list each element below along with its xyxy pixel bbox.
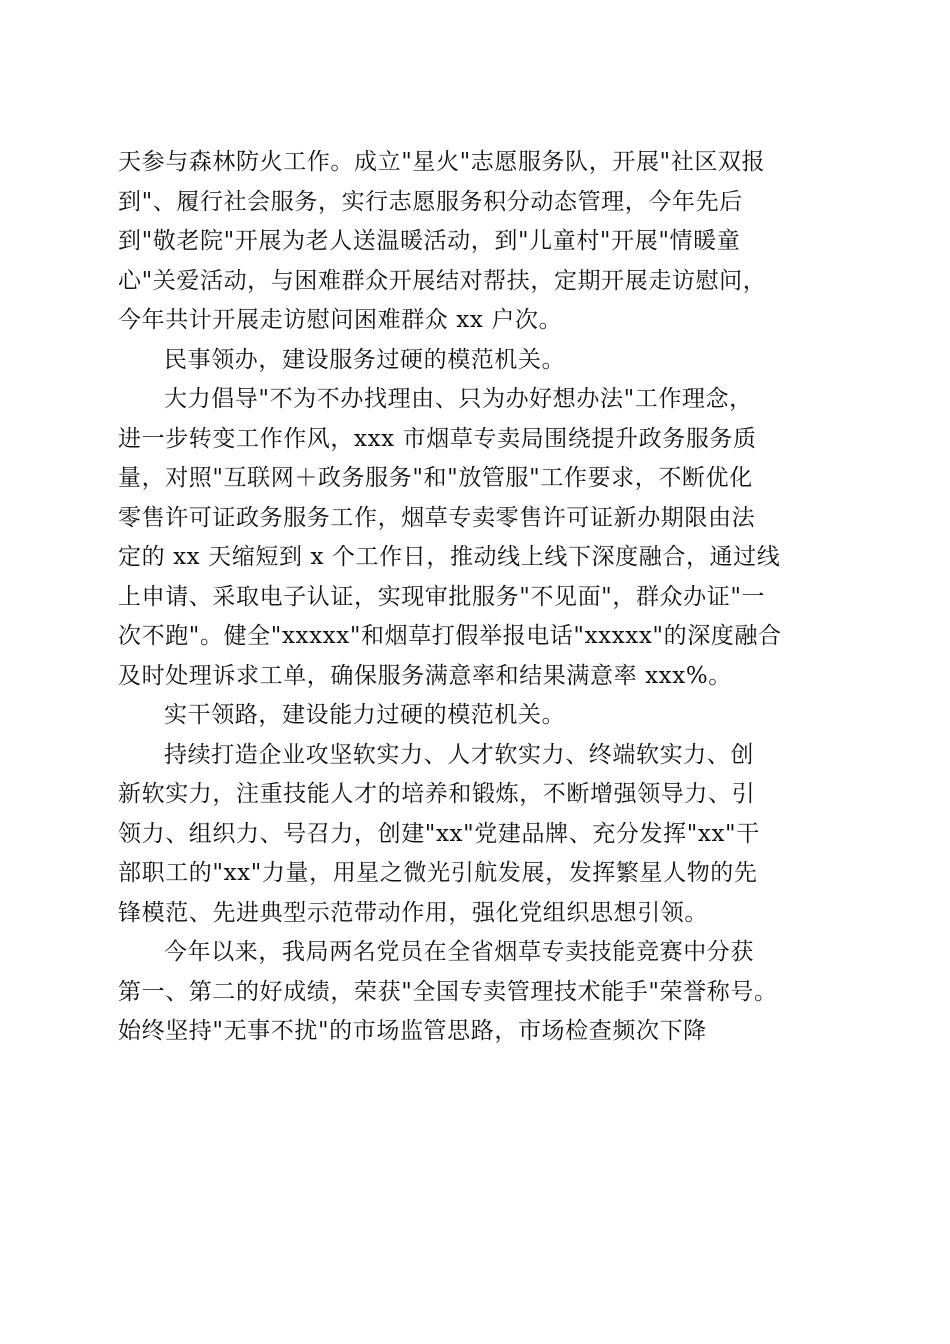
section-heading: 民事领办，建设服务过硬的模范机关。 (164, 346, 566, 373)
text-line: 领力、组织力、号召力，创建"xx"党建品牌、充分发挥"xx"干 (118, 820, 760, 847)
text-line: 第一、第二的好成绩，荣获"全国专卖管理技术能手"荣誉称号。 (118, 978, 778, 1005)
text-line: 今年共计开展走访慰问困难群众 xx 户次。 (118, 307, 563, 333)
paragraph-start: 今年以来，我局两名党员在全省烟草专卖技能竞赛中分获 (164, 939, 754, 965)
paragraph-start: 大力倡导"不为不办找理由、只为办好想办法"工作理念， (164, 386, 753, 412)
text-line: 次不跑"。健全"xxxxx"和烟草打假举报电话"xxxxx"的深度融合 (118, 623, 782, 649)
paragraph-start: 持续打造企业攻坚软实力、人才软实力、终端软实力、创 (164, 741, 754, 768)
text-line: 定的 xx 天缩短到 x 个工作日，推动线上线下深度融合，通过线 (118, 544, 781, 570)
text-line: 到"敬老院"开展为老人送温暖活动，到"儿童村"开展"情暖童 (118, 228, 741, 254)
text-line: 天参与森林防火工作。成立"星火"志愿服务队，开展"社区双报 (118, 149, 766, 175)
text-line: 到"、履行社会服务，实行志愿服务积分动态管理，今年先后 (118, 188, 743, 215)
text-line: 进一步转变工作作风，xxx 市烟草专卖局围绕提升政务服务质 (118, 425, 757, 452)
text-line: 锋模范、先进典型示范带动作用，强化党组织思想引领。 (118, 899, 708, 926)
section-heading: 实干领路，建设能力过硬的模范机关。 (164, 702, 566, 728)
text-line: 及时处理诉求工单，确保服务满意率和结果满意率 xxx%。 (118, 662, 732, 689)
text-line: 上申请、采取电子认证，实现审批服务"不见面"，群众办证"一 (118, 583, 766, 610)
document-body (118, 143, 830, 1052)
text-line: 零售许可证政务服务工作，烟草专卖零售许可证新办期限由法 (118, 504, 756, 531)
text-line: 部职工的"xx"力量，用星之微光引航发展，发挥繁星人物的先 (118, 860, 758, 886)
text-line: 始终坚持"无事不扰"的市场监管思路，市场检查频次下降 (118, 1018, 707, 1044)
text-line: 量，对照"互联网＋政务服务"和"放管服"工作要求，不断优化 (118, 465, 753, 491)
text-line: 新软实力，注重技能人才的培养和锻炼，不断增强领导力、引 (118, 781, 756, 807)
text-line: 心"关爱活动，与困难群众开展结对帮扶，定期开展走访慰问， (118, 267, 767, 294)
